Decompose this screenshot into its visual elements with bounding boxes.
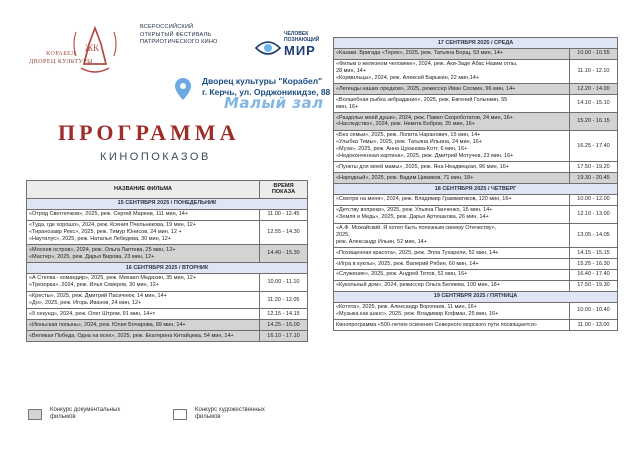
time-cell: 14.25 - 16.00	[260, 320, 308, 331]
film-cell	[334, 223, 570, 248]
film-cell	[334, 259, 570, 270]
film-line: «Великая Победа. Одна на всех», 2025, реж. Екатерина Китайцева, 54 мин, 14+	[29, 332, 234, 339]
film-line: «Отряд Светлячков», 2025, реж. Сергей Мареев, 111 мин, 14+	[29, 211, 189, 218]
table-row	[334, 162, 618, 173]
table-row	[334, 173, 618, 184]
film-cell	[334, 59, 570, 84]
film-cell	[27, 291, 260, 309]
film-cell	[27, 309, 260, 320]
table-row	[334, 130, 618, 162]
time-cell: 10.00 - 12.00	[570, 194, 618, 205]
day-header: 15 СЕНТЯБРЯ 2025 / ПОНЕДЕЛЬНИК	[27, 198, 308, 209]
film-cell	[334, 248, 570, 259]
table-row	[27, 291, 308, 309]
film-cell	[334, 130, 570, 162]
film-line: «До», 2025, реж. Игорь Иванов, 24 мин, 12+	[29, 300, 142, 307]
left-group-2	[27, 273, 308, 341]
header	[24, 6, 331, 126]
table-row	[334, 302, 618, 320]
time-cell: 11.00 - 13.00	[570, 320, 618, 331]
film-cell	[334, 320, 570, 331]
table-row	[334, 84, 618, 95]
table-row	[334, 269, 618, 280]
film-cell	[334, 194, 570, 205]
film-line: «Игра в куклы», 2025, реж. Валерий Рябин, 60 мин, 14+	[336, 260, 479, 267]
film-line: «Мосеев остров», 2024, реж. Ольга Лаптева, 25 мин, 12+	[29, 246, 176, 253]
time-cell: 17.50 - 19.30	[570, 280, 618, 291]
film-line: «Мастер», 2025, реж. Дарья Вирова, 23 мин, 12+	[29, 253, 155, 260]
film-line: «Земля и Медь», 2025, реж. Дарья Артюшкова, 26 мин, 14+	[336, 214, 489, 221]
film-line: «А Степка - командир», 2025, реж. Михаил Медахин, 35 мин, 12+	[29, 275, 197, 282]
eye-icon	[254, 36, 282, 60]
time-cell: 11.00 - 12.45	[260, 209, 308, 220]
time-cell: 13.05 - 14.05	[570, 223, 618, 248]
time-cell: 14.15 - 15.15	[570, 248, 618, 259]
left-group-1	[27, 209, 308, 262]
film-cell	[27, 273, 260, 291]
film-line: «Туда, где хорошо», 2024, реж. Ксения Пчельникова, 19 мин, 12+	[29, 222, 197, 229]
film-line: «Волшебная рыбка зебраданио», 2025, реж. Евгений Голынкин, 55	[336, 96, 508, 103]
film-line: «Фильм о железном человеке», 2024, реж. Аки-Заде Абас Назим оглы,	[336, 61, 518, 68]
film-line: реж. Александр Ильин, 52 мин, 14+	[336, 238, 427, 245]
legend-doc-swatch	[28, 409, 42, 420]
film-cell	[27, 245, 260, 263]
time-cell: 16.40 - 17.40	[570, 269, 618, 280]
film-line: «Кресты», 2025, реж. Дмитрий Пасичнюк, 14 мин, 14+	[29, 293, 167, 300]
film-cell	[27, 331, 260, 342]
logo-subtitle: ДВОРЕЦ КУЛЬТУРЫ	[29, 59, 93, 65]
day-header: 16 СЕНТЯБРЯ 2025 / ВТОРНИК	[27, 263, 308, 274]
legend-doc-label: Конкурс документальных фильмов	[50, 407, 121, 421]
film-column-header: НАЗВАНИЕ ФИЛЬМА	[27, 181, 260, 199]
table-row	[334, 320, 618, 331]
table-row	[334, 280, 618, 291]
film-line: «Смотри на меня», 2024, реж. Владимир Грамматиков, 120 мин, 16+	[336, 196, 512, 203]
film-line: «А.Ф. Можайский. Я хотел быть полезным своему Отечеству»,	[336, 225, 497, 231]
table-row	[334, 59, 618, 84]
time-cell: 15.25 - 16.30	[570, 259, 618, 270]
time-cell: 12.15 - 14.15	[260, 309, 308, 320]
film-cell	[27, 320, 260, 331]
right-group-3	[334, 302, 618, 331]
table-row	[27, 209, 308, 220]
table-row	[334, 48, 618, 59]
film-line: «Народный», 2025, реж. Вадим Цимиков, 71 мин, 18+	[336, 174, 474, 181]
film-cell	[334, 162, 570, 173]
film-cell	[334, 48, 570, 59]
table-row	[27, 331, 308, 342]
time-cell: 11.20 - 12.05	[260, 291, 308, 309]
film-line: «Кукольный дом», 2024, режиссер Ольга Беляева, 100 мин, 18+	[336, 282, 500, 289]
right-group-1	[334, 48, 618, 183]
film-line: Кинопрограмма «500-летию освоения Северного морского пути посвящается»	[336, 321, 537, 328]
time-cell: 10.00 - 10.40	[570, 302, 618, 320]
film-line: «Без семьи», 2025, реж. Лолита Наранович, 15 мин, 14+	[336, 132, 481, 139]
time-cell: 10.00 - 11.10	[260, 273, 308, 291]
table-row	[334, 95, 618, 113]
left-schedule	[26, 180, 308, 342]
film-cell	[334, 113, 570, 131]
film-line: «Недоконченная картина», 2025, реж. Дмитрий Мотучев, 23 мин, 16+	[336, 152, 514, 159]
film-line: «9 секунд», 2024, реж. Олег Штром, 91 мин, 14+т	[29, 310, 156, 317]
program-subtitle: КИНОПОКАЗОВ	[100, 151, 211, 163]
film-line: «Наутилус», 2025, реж. Наталья Лебедева, 30 мин, 12+	[29, 235, 172, 242]
film-cell	[334, 269, 570, 280]
program-title: ПРОГРАММА	[58, 120, 240, 145]
film-line: «Улыбка Тимы», 2025, реж. Татьяна Ильина, 24 мин, 16+	[336, 139, 482, 146]
svg-text:ЖК: ЖК	[85, 43, 100, 53]
table-row	[334, 113, 618, 131]
film-line: «Легенды наших предков», 2025, режиссер Иван Сосмин, 96 мин, 14+	[336, 85, 516, 92]
table-row	[334, 205, 618, 223]
film-cell	[334, 95, 570, 113]
time-cell: 12.10 - 13.00	[570, 205, 618, 223]
time-cell: 16.25 - 17.40	[570, 130, 618, 162]
table-row	[27, 245, 308, 263]
festival-title: ВСЕРОССИЙСКИЙ ОТКРЫТЫЙ ФЕСТИВАЛЬ ПАТРИОТИЧЕСКОГО КИНО	[140, 24, 218, 46]
film-line: «Июньская полынь», 2024, реж. Юлия Бочарова, 89 мин, 14+	[29, 321, 186, 328]
logo-name: КОРАБЕЛ	[46, 51, 76, 57]
partner-top-text: ЧЕЛОВЕК ПОЗНАЮЩИЙ	[284, 31, 320, 43]
time-column-header: ВРЕМЯ ПОКАЗА	[260, 181, 308, 199]
table-row	[334, 259, 618, 270]
film-line: «Музыка как шанс», 2025, реж. Владимир Кофман, 25 мин, 16+	[336, 310, 499, 317]
film-line: «Казаки. Бригада «Терек», 2025, реж. Татьяна Борщ, 53 мин, 14+	[336, 50, 504, 57]
film-cell	[334, 84, 570, 95]
film-line: «Кормильцы», 2024, реж. Алексей Барыкин, 22 мин,14+	[336, 75, 480, 81]
table-row	[27, 220, 308, 245]
film-cell	[27, 220, 260, 245]
film-line: «Муза», 2025, реж. Анна Цуканова-Котт, 6 мин, 16+	[336, 146, 468, 152]
film-line: «Раздолье моей души», 2024, реж. Павел Скороботатов, 24 мин, 16+	[336, 114, 513, 121]
venue-name: Дворец культуры "Корабел"	[202, 76, 323, 86]
film-line: «Тиранозавр Рекс», 2025, реж. Тимур Юнисов, 24 мин. 12 +	[29, 229, 182, 236]
time-cell: 12.20 - 14.00	[570, 84, 618, 95]
time-cell: 19.30 - 20.45	[570, 173, 618, 184]
film-line: «Служение», 2025, реж. Андрей Титов, 52 мин, 16+	[336, 271, 468, 278]
film-line: «Детству вопреки», 2025, реж. Ульяна Панченко, 15 мин, 14+	[336, 207, 493, 214]
film-line: мин, 16+	[336, 103, 359, 110]
legend-documentary	[28, 407, 120, 421]
film-cell	[334, 280, 570, 291]
film-line: 28 мин, 14+	[336, 68, 366, 75]
film-cell	[334, 302, 570, 320]
legend	[28, 407, 328, 439]
legend-art-label: Конкурс художественных фильмов	[195, 407, 265, 421]
right-schedule	[333, 37, 618, 331]
film-cell	[334, 205, 570, 223]
legend-art-swatch	[173, 409, 187, 420]
time-cell: 10.00 - 10.55	[570, 48, 618, 59]
film-cell	[334, 173, 570, 184]
table-row	[27, 273, 308, 291]
table-row	[334, 194, 618, 205]
legend-feature	[173, 407, 265, 421]
table-row	[27, 320, 308, 331]
day-header: 17 СЕНТЯБРЯ 2025 / СРЕДА	[334, 38, 618, 49]
film-line: «Пункты для моей мамы», 2025, реж. Яна Неадвецкая, 96 мин, 16+	[336, 163, 509, 170]
day-header: 18 СЕНТЯБРЯ 2025 / ЧЕТВЕРГ	[334, 184, 618, 195]
table-row	[334, 248, 618, 259]
film-line: «Наследство», 2024, реж. Никита Бобров, 25 мин, 16+	[336, 121, 475, 128]
film-line: «Котята», 2025, реж. Александр Воропаев, 11 мин, 16+	[336, 304, 477, 310]
time-cell: 11.10 - 12.10	[570, 59, 618, 84]
film-line: «Похищенная красота», 2025, реж. Элла Тухарели, 52 мин, 14+	[336, 249, 499, 256]
film-line: 2025,	[336, 231, 350, 238]
film-line: «Трезорка», 2024, реж. Илья Северов, 30 мин, 12+	[29, 282, 159, 289]
right-group-2	[334, 194, 618, 291]
time-cell: 16.10 - 17.10	[260, 331, 308, 342]
film-cell	[27, 209, 260, 220]
day-header: 19 СЕНТЯБРЯ 2025 / ПЯТНИЦА	[334, 291, 618, 302]
time-cell: 12.55 - 14.30	[260, 220, 308, 245]
time-cell: 17.50 - 19.20	[570, 162, 618, 173]
partner-mir-text: МИР	[284, 43, 316, 58]
hall-name: Малый зал	[224, 94, 324, 112]
venue-street: г. Керчь, ул. Орджоникидзе, 88	[202, 86, 331, 97]
time-cell: 14.10 - 15.10	[570, 95, 618, 113]
table-row	[27, 309, 308, 320]
time-cell: 14.40 - 15.30	[260, 245, 308, 263]
table-row	[334, 223, 618, 248]
time-cell: 15.20 - 16.15	[570, 113, 618, 131]
